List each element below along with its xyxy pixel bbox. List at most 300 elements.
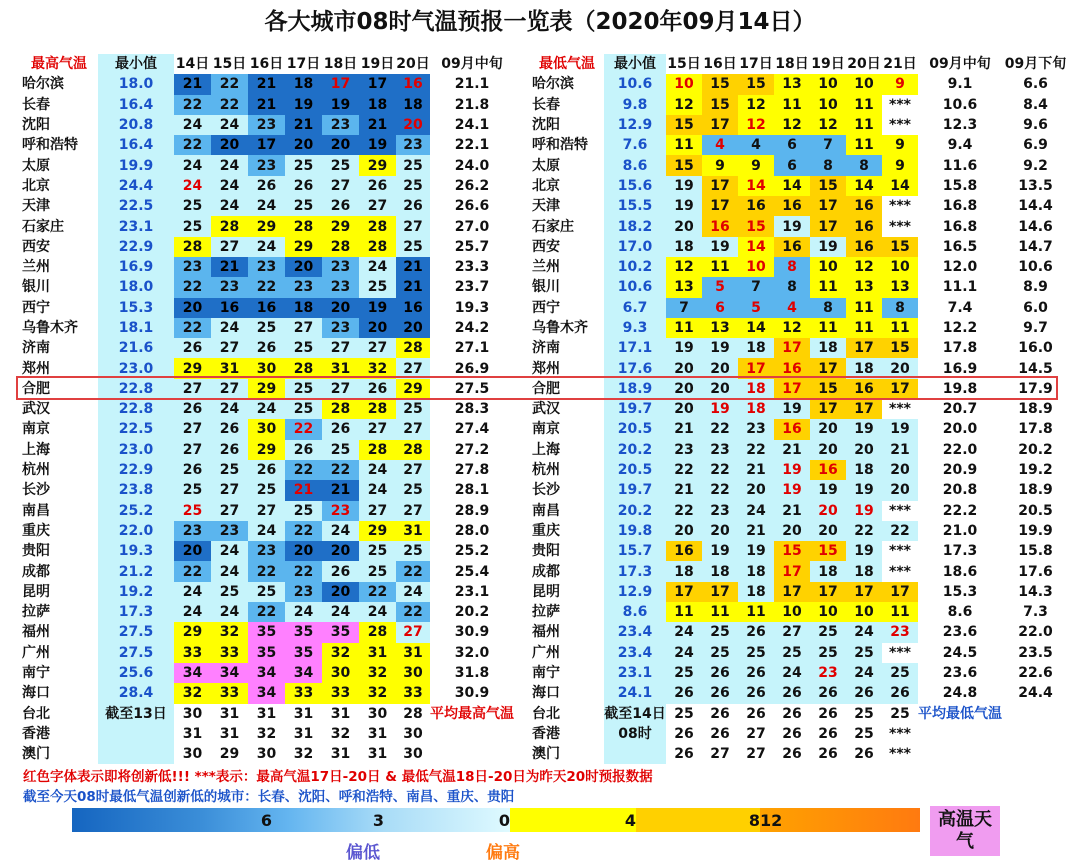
min-cell: 12 [774, 318, 810, 338]
min-cell: 25 [774, 643, 810, 663]
max-cell: 21 [396, 257, 430, 277]
max-cell: 22 [396, 602, 430, 622]
min-cell: 22 [846, 521, 882, 541]
max-cell: 22 [285, 419, 322, 439]
max-cell: 24 [396, 582, 430, 602]
min-cell: 24 [774, 663, 810, 683]
min-cell: 15 [882, 237, 918, 257]
max-cell: 26 [396, 196, 430, 216]
min-cell: 20 [666, 521, 702, 541]
max-cell: 24 [285, 602, 322, 622]
max-cell: 23 [322, 115, 359, 135]
max-cell: 20 [322, 135, 359, 155]
max-city: 沈阳 [20, 115, 98, 135]
min-cell: 16.8 [918, 216, 1002, 236]
max-cell: 22 [359, 582, 396, 602]
max-cell: 26.2 [430, 176, 514, 196]
min-row [530, 501, 1069, 521]
max-city: 呼和浩特 [20, 135, 98, 155]
min-cell: 17 [774, 379, 810, 399]
min-cell: 14.3 [1002, 582, 1069, 602]
max-cell: 30 [359, 704, 396, 724]
max-cell: 25 [174, 501, 211, 521]
min-cell: 26 [702, 663, 738, 683]
min-row [530, 196, 1069, 216]
min-cell: 17 [774, 338, 810, 358]
min-cell: 11 [882, 318, 918, 338]
min-cell: 11 [846, 95, 882, 115]
max-city: 郑州 [20, 358, 98, 378]
max-cell: 20 [285, 257, 322, 277]
min-cell: 16 [774, 419, 810, 439]
min-min-value: 19.7 [604, 399, 666, 419]
min-cell: 24 [738, 501, 774, 521]
max-cell: 30 [248, 419, 285, 439]
min-cell: 10 [882, 257, 918, 277]
max-row [20, 663, 514, 683]
min-cell: 22 [666, 501, 702, 521]
max-cell: 21 [211, 257, 248, 277]
min-cell: 17 [774, 561, 810, 581]
max-cell: 25 [211, 582, 248, 602]
max-cell: 22 [285, 521, 322, 541]
min-city: 西宁 [530, 298, 604, 318]
max-cell: 23 [396, 135, 430, 155]
max-cell: 23 [174, 257, 211, 277]
max-min-value: 25.6 [98, 663, 174, 683]
min-city: 北京 [530, 176, 604, 196]
min-cell: *** [882, 643, 918, 663]
max-cell: 22 [248, 561, 285, 581]
min-cell: 20.8 [918, 480, 1002, 500]
min-cell: 17 [810, 358, 846, 378]
min-cell: 7 [810, 135, 846, 155]
max-cell: 28 [174, 237, 211, 257]
min-cell: 15 [702, 74, 738, 94]
max-header-6: 18日 [322, 54, 359, 74]
min-cell: 13 [702, 318, 738, 338]
min-cell: 24.8 [918, 683, 1002, 703]
max-cell: 16 [211, 298, 248, 318]
max-cell: 27 [211, 480, 248, 500]
min-cell [1002, 744, 1069, 764]
min-city: 台北 [530, 704, 604, 724]
max-cell: 20.2 [430, 602, 514, 622]
max-row [20, 115, 514, 135]
max-cell: 31 [396, 643, 430, 663]
min-row [530, 683, 1069, 703]
min-row [530, 277, 1069, 297]
min-cell: 24 [846, 663, 882, 683]
max-cell: 27 [396, 216, 430, 236]
max-header-3: 15日 [211, 54, 248, 74]
min-cell: 20.2 [1002, 440, 1069, 460]
min-cell: 19 [702, 399, 738, 419]
max-cell: 27.8 [430, 460, 514, 480]
max-city: 西安 [20, 237, 98, 257]
max-cell: 30 [174, 704, 211, 724]
max-cell: 28.0 [430, 521, 514, 541]
min-cell: 20 [882, 358, 918, 378]
min-cell: 26 [666, 683, 702, 703]
min-min-value: 19.8 [604, 521, 666, 541]
max-cell: 23 [211, 277, 248, 297]
min-city: 上海 [530, 440, 604, 460]
min-cell: 17 [810, 582, 846, 602]
max-city: 南昌 [20, 501, 98, 521]
min-cell: 10 [810, 95, 846, 115]
min-cell: 21 [738, 521, 774, 541]
max-cell: 17 [359, 74, 396, 94]
max-cell: 27 [396, 419, 430, 439]
max-cell: 26 [174, 460, 211, 480]
max-cell: 23 [211, 521, 248, 541]
max-row [20, 155, 514, 175]
max-cell: 31 [211, 704, 248, 724]
max-cell: 31 [396, 521, 430, 541]
max-cell: 20 [396, 115, 430, 135]
min-cell: 19 [774, 399, 810, 419]
min-cell: 11 [846, 115, 882, 135]
min-cell: 10 [810, 257, 846, 277]
max-cell: 23 [248, 257, 285, 277]
min-cell: 17 [810, 216, 846, 236]
max-cell: 29 [359, 521, 396, 541]
max-cell: 21.8 [430, 95, 514, 115]
max-cell: 26 [322, 196, 359, 216]
max-city: 拉萨 [20, 602, 98, 622]
max-min-value: 18.1 [98, 318, 174, 338]
min-row [530, 74, 1069, 94]
min-row [530, 419, 1069, 439]
min-cell: 25 [810, 643, 846, 663]
max-cell: 25 [285, 196, 322, 216]
max-row [20, 74, 514, 94]
min-header-5: 18日 [774, 54, 810, 74]
min-cell: 16.0 [1002, 338, 1069, 358]
min-min-value: 18.9 [604, 379, 666, 399]
max-cell: 32 [285, 744, 322, 764]
min-cell: 17.8 [1002, 419, 1069, 439]
min-cell: 7 [666, 298, 702, 318]
min-cell: 6.0 [1002, 298, 1069, 318]
max-row [20, 541, 514, 561]
min-city: 香港 [530, 724, 604, 744]
min-cell: 21 [882, 440, 918, 460]
max-city: 长春 [20, 95, 98, 115]
min-cell: 17 [702, 176, 738, 196]
max-city: 武汉 [20, 399, 98, 419]
min-row [530, 216, 1069, 236]
min-city: 乌鲁木齐 [530, 318, 604, 338]
min-city: 长沙 [530, 480, 604, 500]
min-cell: 19 [846, 541, 882, 561]
min-cell: 15 [774, 541, 810, 561]
min-cell: 17.8 [918, 338, 1002, 358]
min-cell: 15 [702, 95, 738, 115]
max-city: 澳门 [20, 744, 98, 764]
min-cell: 20 [774, 521, 810, 541]
max-cell: 25 [174, 196, 211, 216]
max-cell: 25 [285, 155, 322, 175]
min-row [530, 622, 1069, 642]
min-cell: 26 [846, 744, 882, 764]
max-cell: 30 [248, 358, 285, 378]
min-cell: 16 [702, 216, 738, 236]
max-cell: 25 [211, 460, 248, 480]
min-cell: 19 [702, 541, 738, 561]
min-cell: 15 [738, 74, 774, 94]
max-cell: 23.7 [430, 277, 514, 297]
min-cell: 20 [846, 440, 882, 460]
min-cell: *** [882, 196, 918, 216]
max-cell: 28 [211, 216, 248, 236]
min-cell: 8 [810, 155, 846, 175]
max-cell: 20 [396, 318, 430, 338]
max-cell: 27 [211, 379, 248, 399]
max-cell: 26 [359, 176, 396, 196]
max-cell: 22.1 [430, 135, 514, 155]
max-cell: 28.9 [430, 501, 514, 521]
max-cell: 21 [248, 95, 285, 115]
max-cell: 27.1 [430, 338, 514, 358]
legend-mark-12: 12 [760, 808, 920, 832]
min-cell [918, 724, 1002, 744]
min-cell: 16 [774, 196, 810, 216]
max-cell: 24 [211, 155, 248, 175]
max-cell: 19.3 [430, 298, 514, 318]
max-city: 济南 [20, 338, 98, 358]
min-header-3: 16日 [702, 54, 738, 74]
min-cell: 18 [702, 561, 738, 581]
max-city: 合肥 [20, 379, 98, 399]
min-cell: 17 [846, 399, 882, 419]
min-min-value: 20.5 [604, 460, 666, 480]
max-cell: 27 [174, 419, 211, 439]
min-city: 南昌 [530, 501, 604, 521]
max-cell: 19 [285, 95, 322, 115]
max-cell: 24 [248, 521, 285, 541]
max-cell: 22 [174, 318, 211, 338]
max-cell: 31 [285, 724, 322, 744]
max-cell: 24 [359, 480, 396, 500]
max-cell: 27.0 [430, 216, 514, 236]
max-cell: 29 [211, 744, 248, 764]
min-min-value: 8.6 [604, 155, 666, 175]
max-cell: 24 [211, 318, 248, 338]
max-cell: 22 [396, 561, 430, 581]
max-cell: 28.1 [430, 480, 514, 500]
max-cell: 24 [359, 460, 396, 480]
min-min-value: 7.6 [604, 135, 666, 155]
max-cell: 22 [248, 277, 285, 297]
min-cell: 22.0 [918, 440, 1002, 460]
min-cell: 10 [738, 257, 774, 277]
min-cell: *** [882, 724, 918, 744]
min-cell: 26 [666, 744, 702, 764]
max-cell: 平均最高气温 [430, 704, 514, 724]
max-cell: 28 [359, 622, 396, 642]
min-cell: 17 [846, 338, 882, 358]
min-cell: 15 [666, 155, 702, 175]
max-cell: 26 [174, 399, 211, 419]
min-city: 合肥 [530, 379, 604, 399]
max-row [20, 237, 514, 257]
min-cell: 18 [846, 358, 882, 378]
max-cell: 31 [174, 724, 211, 744]
legend-mark-3: 3 [288, 808, 384, 832]
min-cell: 15 [810, 541, 846, 561]
max-cell: 29 [248, 440, 285, 460]
max-cell: 35 [248, 643, 285, 663]
max-cell: 24 [174, 602, 211, 622]
min-cell: 10.6 [1002, 257, 1069, 277]
max-cell: 30 [396, 663, 430, 683]
min-min-value: 15.6 [604, 176, 666, 196]
min-row [530, 95, 1069, 115]
max-cell: 25 [285, 379, 322, 399]
min-cell: 24.5 [918, 643, 1002, 663]
max-city: 太原 [20, 155, 98, 175]
max-cell: 23.1 [430, 582, 514, 602]
min-header-0: 最低气温 [530, 54, 604, 74]
max-cell: 30 [248, 744, 285, 764]
min-cell: 18 [666, 237, 702, 257]
max-cell: 32 [322, 724, 359, 744]
min-cell: 19 [774, 460, 810, 480]
max-header-0: 最高气温 [20, 54, 98, 74]
min-cell: 25 [846, 643, 882, 663]
max-cell: 25 [174, 480, 211, 500]
min-cell: 19 [846, 480, 882, 500]
min-cell: 4 [738, 135, 774, 155]
max-cell: 29 [396, 379, 430, 399]
max-cell: 20 [174, 298, 211, 318]
min-cell: 26 [702, 724, 738, 744]
max-cell: 33 [322, 683, 359, 703]
min-cell: 9.1 [918, 74, 1002, 94]
min-row [530, 724, 1069, 744]
min-city: 昆明 [530, 582, 604, 602]
max-min-value: 27.5 [98, 643, 174, 663]
min-min-value: 10.6 [604, 74, 666, 94]
legend-mark-4: 4 [510, 808, 636, 832]
max-cell: 31 [359, 724, 396, 744]
min-cell: 14 [738, 176, 774, 196]
min-cell: 26 [702, 704, 738, 724]
min-row [530, 338, 1069, 358]
max-min-value: 22.9 [98, 460, 174, 480]
min-cell: 23 [738, 419, 774, 439]
min-min-value: 9.8 [604, 95, 666, 115]
min-row [530, 541, 1069, 561]
max-cell: 28 [322, 237, 359, 257]
max-cell: 27 [174, 379, 211, 399]
max-row [20, 683, 514, 703]
max-city: 香港 [20, 724, 98, 744]
min-cell: 25 [666, 704, 702, 724]
min-row [530, 521, 1069, 541]
min-city: 兰州 [530, 257, 604, 277]
max-cell: 22 [174, 277, 211, 297]
min-cell: 24 [666, 643, 702, 663]
min-cell: 14.6 [1002, 216, 1069, 236]
min-min-value: 23.4 [604, 643, 666, 663]
max-cell: 35 [248, 622, 285, 642]
hot-weather-legend: 高温天气 [930, 806, 1000, 856]
max-cell: 24 [174, 115, 211, 135]
min-cell: 27 [738, 724, 774, 744]
max-cell: 31 [211, 358, 248, 378]
min-city: 贵阳 [530, 541, 604, 561]
max-city: 西宁 [20, 298, 98, 318]
min-cell: 18.6 [918, 561, 1002, 581]
max-min-value: 22.0 [98, 521, 174, 541]
max-cell: 32 [174, 683, 211, 703]
min-header-10: 09月下旬 [1002, 54, 1069, 74]
min-cell: 21 [774, 440, 810, 460]
min-cell: 10 [846, 602, 882, 622]
min-cell: 9 [738, 155, 774, 175]
max-min-value: 21.2 [98, 561, 174, 581]
min-row [530, 561, 1069, 581]
min-cell: 11 [666, 135, 702, 155]
min-cell: 16 [846, 196, 882, 216]
min-cell [1002, 724, 1069, 744]
min-row [530, 582, 1069, 602]
max-cell: 23 [285, 277, 322, 297]
min-cell: 18.9 [1002, 480, 1069, 500]
max-cell: 22 [174, 561, 211, 581]
max-city: 贵阳 [20, 541, 98, 561]
min-cell: 15 [810, 379, 846, 399]
max-cell: 25 [174, 216, 211, 236]
max-min-value: 23.0 [98, 358, 174, 378]
max-cell: 34 [174, 663, 211, 683]
min-cell: 17 [702, 582, 738, 602]
min-cell: 8 [774, 257, 810, 277]
max-min-value: 16.4 [98, 95, 174, 115]
min-cell: 13.5 [1002, 176, 1069, 196]
min-cell: 9.6 [1002, 115, 1069, 135]
max-cell: 24 [211, 399, 248, 419]
min-city: 郑州 [530, 358, 604, 378]
min-city: 海口 [530, 683, 604, 703]
min-cell: 20 [666, 379, 702, 399]
max-row [20, 704, 514, 724]
max-cell: 29 [359, 155, 396, 175]
min-cell: 20 [666, 358, 702, 378]
min-cell: 19 [882, 419, 918, 439]
min-min-value: 23.4 [604, 622, 666, 642]
min-cell: 26 [882, 683, 918, 703]
max-header-2: 14日 [174, 54, 211, 74]
max-city: 广州 [20, 643, 98, 663]
max-cell: 31.8 [430, 663, 514, 683]
min-cell: 21 [666, 419, 702, 439]
max-cell: 26 [285, 440, 322, 460]
max-cell: 27 [174, 440, 211, 460]
max-row [20, 298, 514, 318]
max-min-value: 22.5 [98, 196, 174, 216]
min-cell: 9 [882, 74, 918, 94]
min-min-value: 20.2 [604, 440, 666, 460]
min-cell: 14.7 [1002, 237, 1069, 257]
min-cell: 21 [666, 480, 702, 500]
max-cell: 27.5 [430, 379, 514, 399]
max-cell: 26 [174, 338, 211, 358]
max-cell: 32.0 [430, 643, 514, 663]
